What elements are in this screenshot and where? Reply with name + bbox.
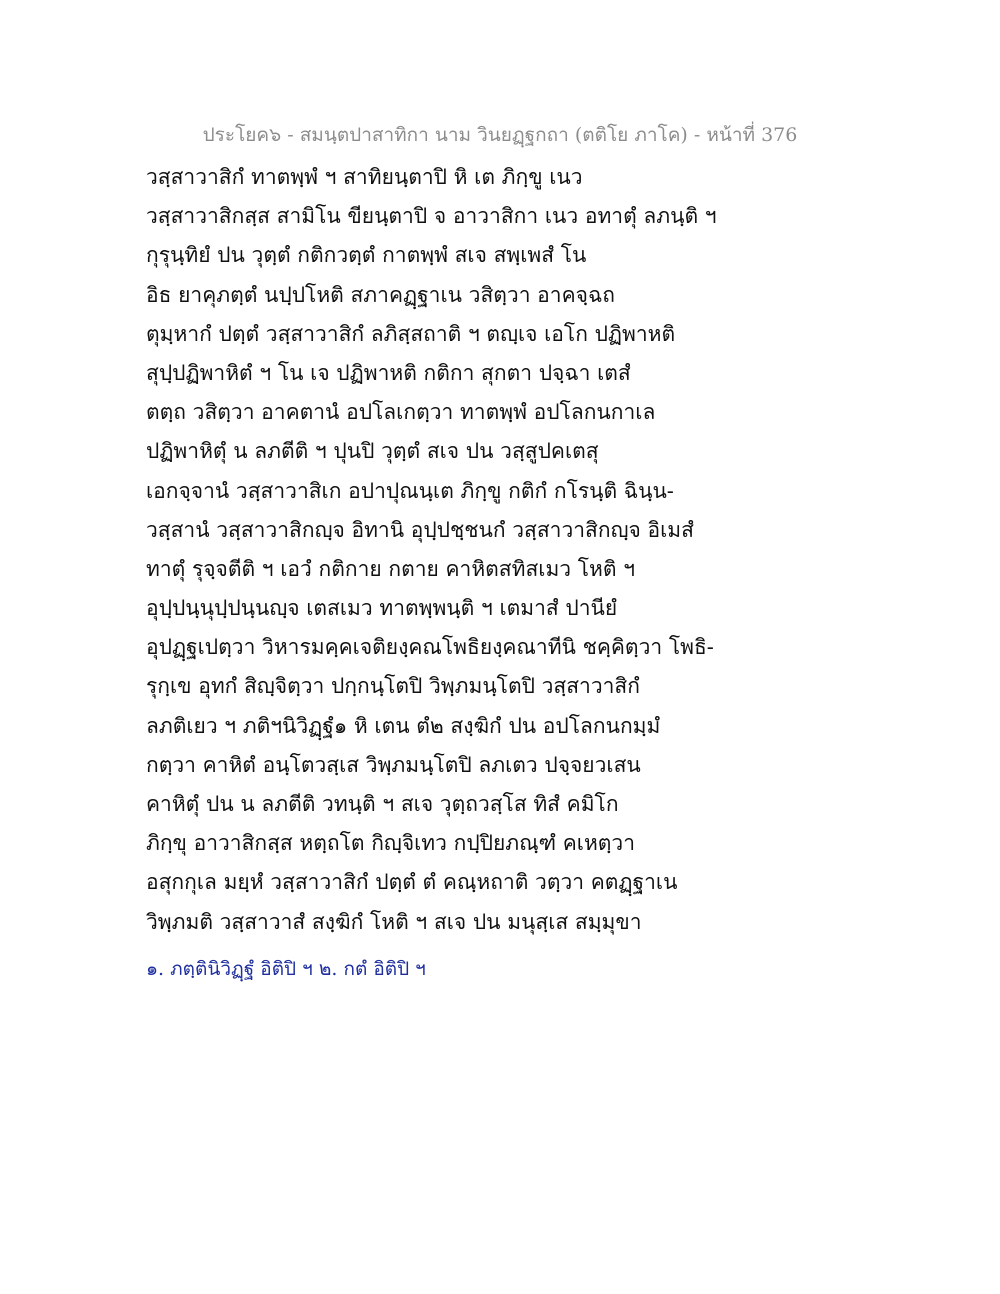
- text-line: ตตฺถ วสิตฺวา อาคตานํ อปโลเกตฺวา ทาตพฺพํ อปโลกนกาเล: [146, 400, 656, 425]
- text-line: เอกจฺจานํ วสฺสาวาสิเก อปาปุณนฺเต ภิกฺขู กติกํ กโรนฺติ ฉินฺน-: [146, 478, 674, 503]
- text-line: วสฺสานํ วสฺสาวาสิกญฺจ อิทานิ อุปฺปชฺชนกํ วสฺสาวาสิกญฺจ อิเมสํ: [146, 517, 694, 542]
- text-line: ภิกฺขุ อาวาสิกสฺส หตฺถโต กิญฺจิเทว กปฺปิยภณฺฑํ คเหตฺวา: [146, 831, 636, 856]
- text-line: กุรุนฺทิยํ ปน วุตฺตํ กติกวตฺตํ กาตพฺพํ สเจ สพฺเพสํ โน: [146, 243, 587, 268]
- text-line: วสฺสาวาสิกสฺส สามิโน ขียนฺตาปิ จ อาวาสิกา เนว อทาตุํ ลภนฺติ ฯ: [146, 204, 717, 229]
- text-line: อุปฏฺฐเปตฺวา วิหารมคฺคเจติยงฺคณโพธิยงฺคณาทีนิ ชคฺคิตฺวา โพธิ-: [146, 635, 714, 660]
- text-line: ปฏิพาหิตุํ น ลภตีติ ฯ ปุนปิ วุตฺตํ สเจ ปน วสฺสูปคเตสุ: [146, 439, 599, 464]
- body-text: [146, 158, 866, 942]
- footnote: ๑. ภตฺตินิวิฏฺฐํ อิติปิ ฯ ๒. กตํ อิติปิ ฯ: [146, 958, 426, 980]
- text-line: วสฺสาวาสิกํ ทาตพฺพํ ฯ สาทิยนฺตาปิ หิ เต ภิกฺขู เนว: [146, 165, 583, 189]
- text-line: ตุมฺหากํ ปตฺตํ วสฺสาวาสิกํ ลภิสฺสถาติ ฯ ตญฺเจ เอโก ปฏิพาหติ: [146, 321, 676, 346]
- text-line: คาหิตุํ ปน น ลภตีติ วทนฺติ ฯ สเจ วุตฺถวสฺโส ทิสํ คมิโก: [146, 792, 619, 816]
- page-header: ประโยค๖ - สมนฺตปาสาทิกา นาม วินยฏฺฐกถา (ตติโย ภาโค) - หน้าที่ 376: [202, 124, 798, 146]
- text-line: กตฺวา คาหิตํ อนฺโตวสฺเส วิพฺภมนฺโตปิ ลภเตว ปจฺจยวเสน: [146, 752, 641, 777]
- text-line: อสุกกุเล มยฺหํ วสฺสาวาสิกํ ปตฺตํ ตํ คณฺหถาติ วตฺวา คตฏฺฐาเน: [146, 870, 678, 895]
- text-line: ลภติเยว ฯ ภติฯนิวิฏฺฐํ๑ หิ เตน ตํ๒ สงฺฆิกํ ปน อปโลกนกมฺมํ: [146, 713, 661, 738]
- text-line: รุกฺเข อุทกํ สิญฺจิตฺวา ปกฺกนฺโตปิ วิพฺภมนฺโตปิ วสฺสาวาสิกํ: [146, 674, 640, 699]
- text-line: อุปฺปนฺนุปฺปนฺนญฺจ เตสเมว ทาตพฺพนฺติ ฯ เตมาสํ ปานียํ: [146, 596, 618, 621]
- text-line: อิธ ยาคุภตฺตํ นปฺปโหติ สภาคฏฺฐาเน วสิตฺวา อาคจฺฉถ: [146, 282, 615, 307]
- text-line: ทาตุํ รุจฺจตีติ ฯ เอวํ กติกาย กตาย คาหิตสทิสเมว โหติ ฯ: [146, 556, 635, 581]
- text-line: วิพฺภมติ วสฺสาวาสํ สงฺฆิกํ โหติ ฯ สเจ ปน มนุสฺเส สมฺมุขา: [146, 909, 642, 934]
- text-line: สุปฺปฏิพาหิตํ ฯ โน เจ ปฏิพาหติ กติกา สุกตา ปจฺฉา เตสํ: [146, 360, 631, 385]
